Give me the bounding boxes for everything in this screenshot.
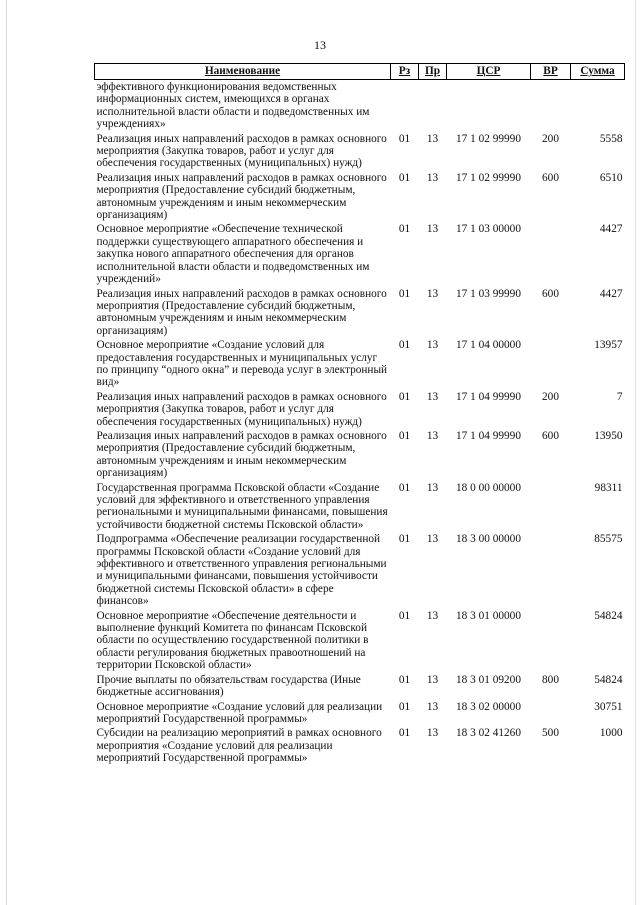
cell-name: Реализация иных направлений расходов в рамках основного мероприятия (Предоставление субсидий бюджетным, автономным учреждениям и иным некоммерческим организациям) [96,429,387,480]
cell-pr: 13 [426,533,439,546]
cell-csr: 18 3 01 09200 [456,673,521,686]
cell-name: Субсидии на реализацию мероприятий в рамках основного мероприятия «Создание условий для реализации мероприятий Государственной программы» [96,727,382,765]
cell-pr: 13 [426,429,439,442]
table-row [95,429,625,481]
cell-vr [531,609,571,673]
cell-sum: 30751 [594,700,623,713]
table-row [95,700,625,727]
cell-pr: 13 [426,700,439,713]
cell-csr: 18 3 01 00000 [456,609,521,622]
cell-rz: 01 [398,673,411,686]
cell-pr: 13 [426,390,439,403]
cell-rz: 01 [398,132,411,145]
cell-sum: 4427 [599,223,623,236]
cell-vr: 600 [542,429,559,442]
cell-sum: 85575 [594,533,623,546]
cell-name: Реализация иных направлений расходов в рамках основного мероприятия (Предоставление субсидий бюджетным, автономным учреждениям и иным некоммерческим организациям) [96,171,387,222]
cell-csr [447,80,531,132]
cell-csr: 18 0 00 00000 [456,481,521,494]
cell-vr: 600 [542,287,559,300]
table-row [95,390,625,429]
table-row [95,287,625,339]
cell-sum: 7 [616,390,623,403]
cell-name: Подпрограмма «Обеспечение реализации государственной программы Псковской области «Создание условий для эффективного и ответственного управления региональными и муниципальными финансами, повышения устойчивости бюджетной системы Псковской области» в сфере финансов» [96,533,387,608]
cell-rz: 01 [398,700,411,713]
cell-rz: 01 [398,287,411,300]
cell-rz: 01 [398,533,411,546]
cell-csr: 17 1 04 99990 [456,390,521,403]
cell-vr: 200 [542,132,559,145]
cell-vr: 500 [542,727,559,740]
cell-rz: 01 [398,339,411,352]
cell-name: Реализация иных направлений расходов в рамках основного мероприятия (Закупка товаров, работ и услуг для обеспечения государственных (муниципальных) нужд) [96,132,387,170]
table-row [95,132,625,171]
cell-vr [531,532,571,608]
cell-pr: 13 [426,727,439,740]
cell-rz: 01 [398,727,411,740]
header-pr: Пр [419,64,447,80]
cell-pr [419,80,447,132]
cell-vr [531,222,571,286]
cell-sum [571,80,625,132]
cell-name: эффективного функционирования ведомственных информационных систем, имеющихся в органах исполнительной власти области и подведомственных им учреждениях» [96,81,370,131]
cell-csr: 17 1 02 99990 [456,171,521,184]
table-row [95,532,625,608]
cell-pr: 13 [426,673,439,686]
header-sum: Сумма [571,64,625,80]
cell-vr: 200 [542,390,559,403]
cell-sum: 98311 [594,481,623,494]
cell-csr: 17 1 02 99990 [456,132,521,145]
cell-sum: 6510 [599,171,623,184]
table-header-row [95,64,625,80]
cell-sum: 54824 [594,609,623,622]
cell-rz: 01 [398,429,411,442]
cell-pr: 13 [426,339,439,352]
table-body [95,80,625,766]
cell-pr: 13 [426,609,439,622]
cell-sum: 13957 [594,339,623,352]
cell-pr: 13 [426,287,439,300]
cell-pr: 13 [426,223,439,236]
page-number: 13 [314,38,326,52]
cell-sum: 54824 [594,673,623,686]
cell-vr: 600 [542,171,559,184]
cell-name: Основное мероприятие «Обеспечение деятельности и выполнение функций Комитета по финансам Псковской области по осуществлению государственной политики в области регулирования бюджетных правоотношений на территории Псковской области» [96,609,369,672]
cell-sum: 1000 [599,727,623,740]
table-row [95,609,625,673]
cell-vr [531,481,571,533]
cell-name: Прочие выплаты по обязательствам государства (Иные бюджетные ассигнования) [96,673,361,699]
cell-csr: 17 1 04 00000 [456,339,521,352]
cell-rz: 01 [398,481,411,494]
cell-csr: 18 3 02 00000 [456,700,521,713]
table-row [95,338,625,390]
header-vr: ВР [531,64,571,80]
cell-csr: 18 3 00 00000 [456,533,521,546]
budget-table [94,63,625,766]
cell-name: Реализация иных направлений расходов в рамках основного мероприятия (Предоставление субсидий бюджетным, автономным учреждениям и иным некоммерческим организациям) [96,287,387,337]
table-row [95,80,625,132]
table-row [95,171,625,223]
cell-vr [531,80,571,132]
cell-csr: 17 1 03 99990 [456,287,521,300]
table-row [95,726,625,765]
cell-vr: 800 [542,673,559,686]
cell-name: Реализация иных направлений расходов в рамках основного мероприятия (Закупка товаров, работ и услуг для обеспечения государственных (муниципальных) нужд) [96,390,387,428]
table-row [95,481,625,533]
table-row [95,222,625,286]
cell-rz: 01 [398,609,411,622]
cell-sum: 4427 [599,287,623,300]
cell-name: Основное мероприятие «Обеспечение технической поддержки существующего аппаратного обеспечения и закупка нового аппаратного обеспечения для органов исполнительной власти области и подведомственных им учреждений» [96,223,370,286]
header-csr: ЦСР [447,64,531,80]
cell-vr [531,700,571,727]
table-row [95,673,625,700]
cell-pr: 13 [426,132,439,145]
cell-pr: 13 [426,481,439,494]
cell-rz: 01 [398,390,411,403]
cell-sum: 5558 [599,132,623,145]
cell-csr: 17 1 04 99990 [456,429,521,442]
scan-margin-right [635,0,636,905]
cell-sum: 13950 [594,429,623,442]
header-name: Наименование [95,64,391,80]
cell-name: Основное мероприятие «Создание условий для реализации мероприятий Государственной программы» [96,700,383,725]
cell-csr: 17 1 03 00000 [456,223,521,236]
cell-name: Основное мероприятие «Создание условий для предоставления государственных и муниципальных услуг по принципу “одного окна” и перевода услуг в электронный вид» [96,339,388,389]
cell-vr [531,338,571,390]
header-rz: Рз [391,64,419,80]
cell-name: Государственная программа Псковской области «Создание условий для эффективного и ответственного управления региональными и муниципальными финансами, повышения устойчивости бюджетной системы Псковской области» [96,481,388,531]
cell-rz: 01 [398,223,411,236]
cell-rz: 01 [398,171,411,184]
cell-csr: 18 3 02 41260 [456,727,521,740]
scan-margin-left [6,0,7,905]
cell-pr: 13 [426,171,439,184]
cell-rz [391,80,419,132]
